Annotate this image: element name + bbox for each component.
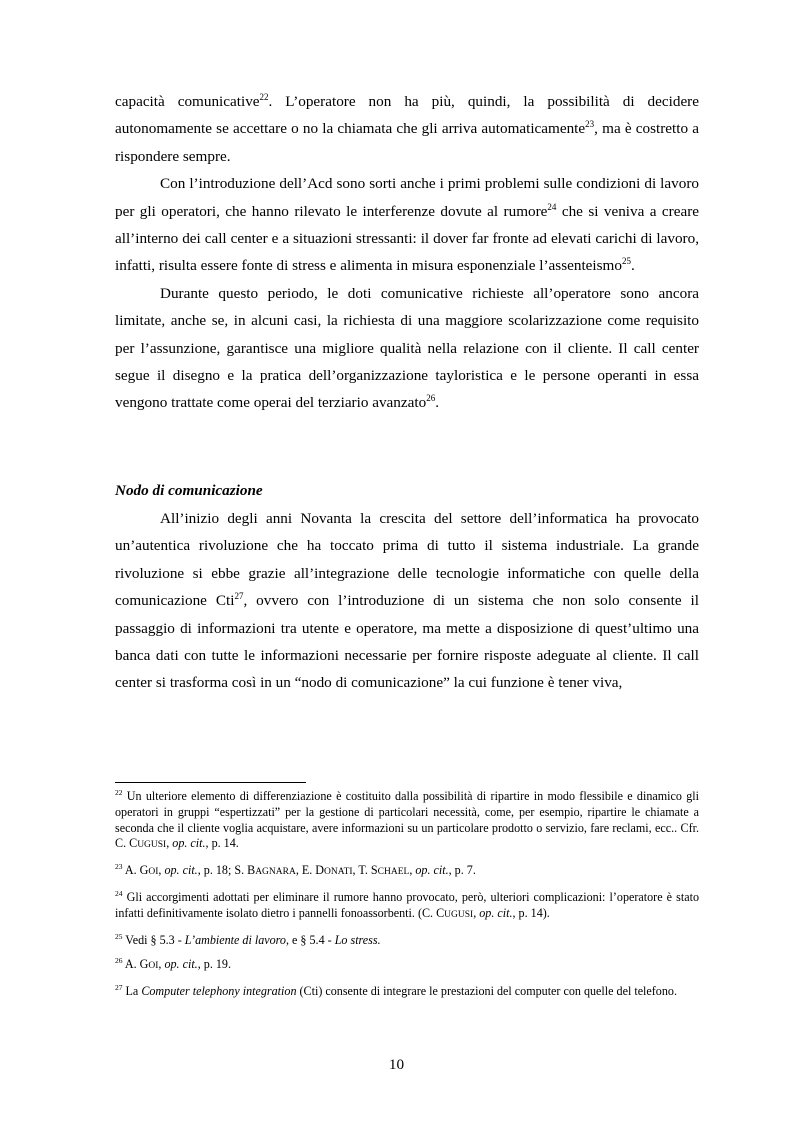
- section-heading: Nodo di comunicazione: [115, 482, 263, 499]
- main-text-2: [115, 505, 699, 697]
- footnote-25: $^{25}$ Vedi § 5.3 - L’ambiente di lavoro, e § 5.4 - Lo stress.: [115, 931, 381, 947]
- footnote-separator: [115, 782, 306, 783]
- footnote-22: $^{22}$ Un ulteriore elemento di differenziazione è costituito dalla possibilità di ripartire in modo flessibile e dinamico gli operatori in gruppi “espertizzati” per la gestione di particolari necessità, come, per esempio, ripartire le chiamate a seconda che il cliente voglia acquistare, avere informazioni su un particolare prodotto o servizio, fare reclami, ecc.. Cfr. C. CUGUSI, op. cit., p. 14.: [115, 787, 699, 851]
- footnote-ref-23: 23: [585, 119, 595, 130]
- paragraph-1: capacità comunicative$^{22}$. L’operatore non ha più, quindi, la possibilità di decidere autonomamente se accettare o no la chiamata che gli arriva automaticamente$^{23}$, ma è costretto a rispondere sempre.: [115, 91, 699, 165]
- footnote-ref-27: 27: [234, 591, 244, 602]
- footnote-23: $^{23}$ A. GOI, op. cit., p. 18; S. BAGNARA, E. DONATI, T. SCHAEL, op. cit., p. 7.: [115, 862, 476, 878]
- footnote-ref-25: 25: [621, 256, 631, 267]
- footnote-ref-22: 22: [259, 91, 269, 102]
- paragraph-2: Con l’introduzione dell’Acd sono sorti anche i primi problemi sulle condizioni di lavoro per gli operatori, che hanno rilevato le interferenze dovute al rumore$^{24}$ che si veniva a creare all’interno dei call center e a situazioni stressanti: il dover far fronte ad elevati carichi di lavoro, infatti, risulta essere fonte di stress e alimenta in misura esponenziale l’assenteismo$^{25}$.: [115, 175, 699, 275]
- footnote-24: $^{24}$ Gli accorgimenti adottati per eliminare il rumore hanno provocato, però, ulteriori complicazioni: l’operatore è stato infatti definitivamente isolato dietro i pannelli fonoassorbenti. (C. CUGUSI, op. cit., p. 14).: [115, 888, 699, 920]
- footnote-26: $^{26}$ A. GOI, op. cit., p. 19.: [115, 956, 231, 972]
- footnotes: [115, 789, 699, 1009]
- footnote-ref-24: 24: [547, 201, 557, 212]
- footnote-27: $^{27}$ La Computer telephony integration (Cti) consente di integrare le prestazioni del computer con quelle del telefono.: [115, 983, 677, 999]
- footnote-ref-26: 26: [426, 393, 436, 404]
- main-text: [115, 88, 699, 417]
- page-number: 10: [388, 1056, 405, 1073]
- paragraph-4: All’inizio degli anni Novanta la crescita del settore dell’informatica ha provocato un’autentica rivoluzione che ha toccato prima di tutto il sistema industriale. La grande rivoluzione si ebbe grazie all’integrazione delle tecnologie informatiche con quelle della comunicazione Cti$^{27}$, ovvero con l’introduzione di un sistema che non solo consente il passaggio di informazioni tra utente e operatore, ma mette a disposizione di quest’ultimo una banca dati con tutte le informazioni necessarie per fornire risposte adeguate al cliente. Il call center si trasforma così in un “nodo di comunicazione” la cui funzione è tener viva,: [115, 510, 699, 692]
- paragraph-3: Durante questo periodo, le doti comunicative richieste all’operatore sono ancora limitate, anche se, in alcuni casi, la richiesta di una maggiore scolarizzazione come requisito per l’assunzione, garantisce una migliore qualità nella relazione con il cliente. Il call center segue il disegno e la pratica dell’organizzazione tayloristica e le persone operanti in essa vengono trattate come operai del terziario avanzato$^{26}$.: [115, 284, 699, 412]
